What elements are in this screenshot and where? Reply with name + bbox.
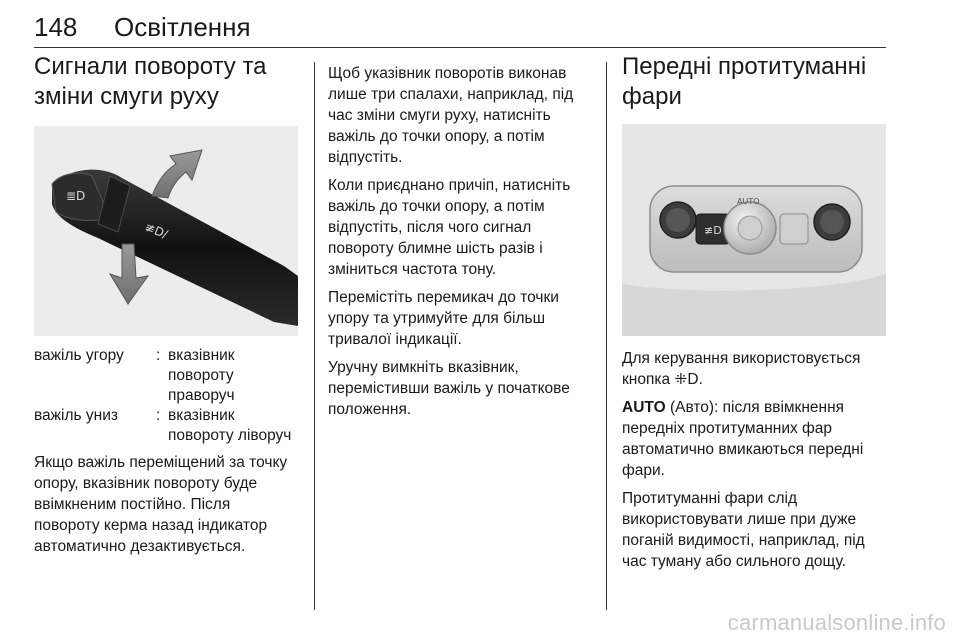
paragraph: Щоб указівник поворотів виконав лише три спалахи, наприклад, під час зміни смуги руху, натисніть важіль до точки опору, а потім відпустіть. [328,65,574,166]
section-heading-front-fog-lights: Передні протитуманні фари [622,53,867,110]
svg-text:≢D: ≢D [704,224,722,237]
definition-description: вказівник повороту праворуч [168,347,235,404]
watermark: carmanualsonline.info [727,610,946,635]
definition-separator: : [156,347,161,364]
page-header [34,6,886,48]
definition-row [34,346,300,406]
turn-signal-text [34,452,300,564]
page-number: 148 [34,12,78,42]
definition-row [34,406,300,446]
paragraph: Уручну вимкніть вказівник, перемістивши важіль у початкове положення. [328,359,570,418]
paragraph [622,397,886,481]
definition-term: важіль униз [34,407,118,424]
column-divider-2 [606,62,607,610]
lane-change-text [328,63,590,427]
svg-text:≣D: ≣D [66,189,86,203]
section-turn-signals [34,52,300,112]
paragraph: Перемістіть перемикач до точки упору та утримуйте для більш тривалої індикації. [328,289,559,348]
definition-description: вказівник повороту ліворуч [168,407,292,444]
svg-text:≢D/: ≢D/ [142,219,170,242]
auto-term: AUTO [622,399,666,416]
paragraph: Протитуманні фари слід використовувати лише при дуже поганій видимості, наприклад, під час туману або сильного дощу. [622,490,865,570]
turn-signal-lever-illustration [34,126,298,336]
definition-separator: : [156,407,161,424]
paragraph: Для керування використовується кнопка ⁜D. [622,350,861,388]
paragraph: Якщо важіль переміщений за точку опору, вказівник повороту буде ввімкненим постійно. Після повороту керма назад індикатор автоматично дезактивується. [34,454,288,555]
column-divider-1 [314,62,315,610]
section-heading-turn-signals: Сигнали повороту та зміни смуги руху [34,53,267,110]
chapter-title: Освітлення [114,12,251,42]
light-switch-panel-illustration [622,124,886,336]
section-front-fog-lights [622,52,886,112]
paragraph: Коли приєднано причіп, натисніть важіль до точки опору, а потім відпустіть, після чого сигнал повороту блимне шість разів і зміниться частота тону. [328,177,571,278]
fog-light-text [622,348,886,579]
auto-label: AUTO [737,197,760,206]
lever-position-definitions [34,346,300,446]
definition-term: важіль угору [34,347,124,364]
auto-description: (Авто): після ввімкнення передніх протитуманних фар автоматично вмикаються передні фари. [622,399,864,479]
